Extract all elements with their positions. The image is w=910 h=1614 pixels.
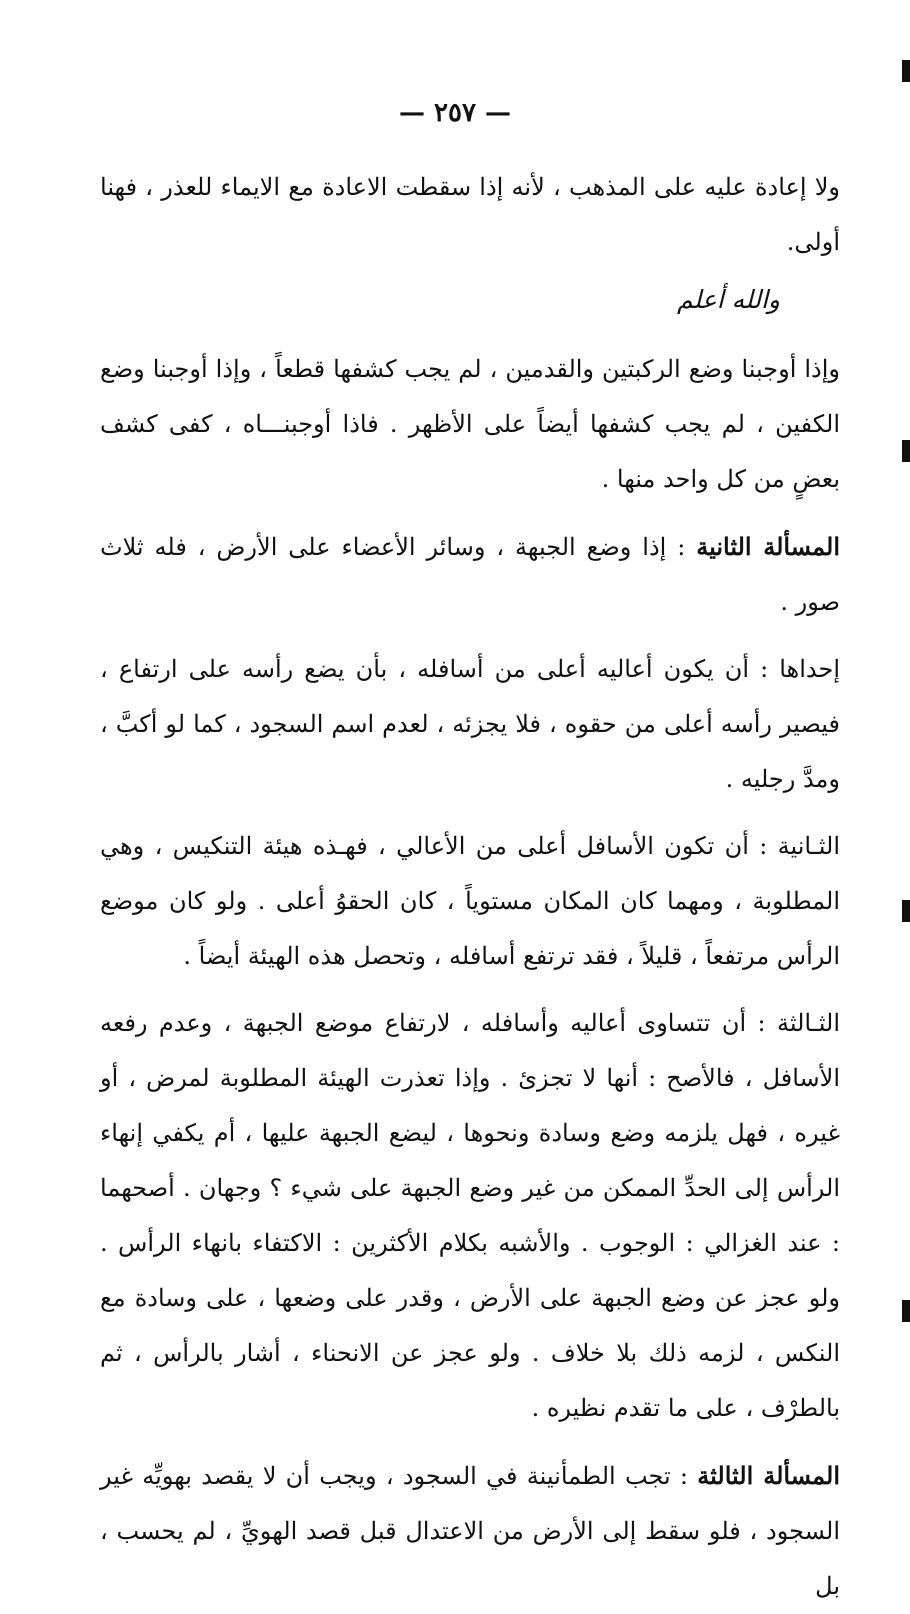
page-edge-mark <box>902 440 910 462</box>
closing-formula: والله أعلم <box>676 285 780 314</box>
paragraph-text: : تجب الطمأنينة في السجود ، ويجب أن لا يقصد بهويِّه غير السجود ، فلو سقط إلى الأرض من الاعتدال قبل قصد الهويِّ ، لم يحسب ، بل <box>100 1462 841 1600</box>
paragraph-case-three: الثـالثة : أن تتساوى أعاليه وأسافله ، لارتفاع موضع الجبهة ، وعدم رفعه الأسافل ، فالأصح : أنها لا تجزئ . وإذا تعذرت الهيئة المطلوبة لمرض ، أو غيره ، فهل يلزمه وضع وسادة ونحوها ، ليضع الجبهة عليها ، أم يكفي إنهاء الرأس إلى الحدِّ الممكن من غير وضع الجبهة على شيء ؟ وجهان . أصحهما : عند الغزالي : الوجوب . والأشبه بكلام الأكثرين : الاكتفاء بانهاء الرأس . ولو عجز عن وضع الجبهة على الأرض ، وقدر على وضعها ، على وسادة مع النكس ، لزمه ذلك بلا خلاف . ولو عجز عن الانحناء ، أشار بالرأس ، ثم بالطرْف ، على ما تقدم نظيره . <box>100 1009 840 1422</box>
paragraph-case-one: إحداها : أن يكون أعاليه أعلى من أسافله ، بأن يضع رأسه على ارتفاع ، فيصير رأسه أعلى من حقوه ، فلا يجزئه ، لعدم اسم السجود ، كما لو أكبَّ ، ومدَّ رجليه . <box>100 655 840 793</box>
page-number: — ٢٥٧ — <box>398 98 512 128</box>
section-heading: المسألة الثانية <box>696 532 841 561</box>
page-body <box>100 160 840 1614</box>
page-edge-mark <box>902 60 910 82</box>
paragraph-case-two: الثـانية : أن تكون الأسافل أعلى من الأعالي ، فهـذه هيئة التنكيس ، وهي المطلوبة ، ومهما كان المكان مستوياً ، كان الحقوُ أعلى . ولو كان موضع الرأس مرتفعاً ، قليلاً ، فقد ترتفع أسافله ، وتحصل هذه الهيئة أيضاً . <box>100 832 840 970</box>
page-edge-mark <box>902 900 910 922</box>
paragraph-1: ولا إعادة عليه على المذهب ، لأنه إذا سقطت الاعادة مع الايماء للعذر ، فهنا أولى. <box>100 173 840 256</box>
paragraph-issue-three <box>100 1448 840 1614</box>
section-heading: المسألة الثالثة <box>697 1461 840 1490</box>
paragraph-2: وإذا أوجبنا وضع الركبتين والقدمين ، لم يجب كشفها قطعاً ، وإذا أوجبنا وضع الكفين ، لم يجب كشفها أيضاً على الأظهر . فاذا أوجبنـــاه ، كفى كشف بعضٍ من كل واحد منها . <box>100 355 840 493</box>
page-edge-mark <box>902 1300 910 1322</box>
paragraph-text: : إذا وضع الجبهة ، وسائر الأعضاء على الأرض ، فله ثلاث صور . <box>100 533 840 616</box>
paragraph-issue-two <box>100 519 840 630</box>
